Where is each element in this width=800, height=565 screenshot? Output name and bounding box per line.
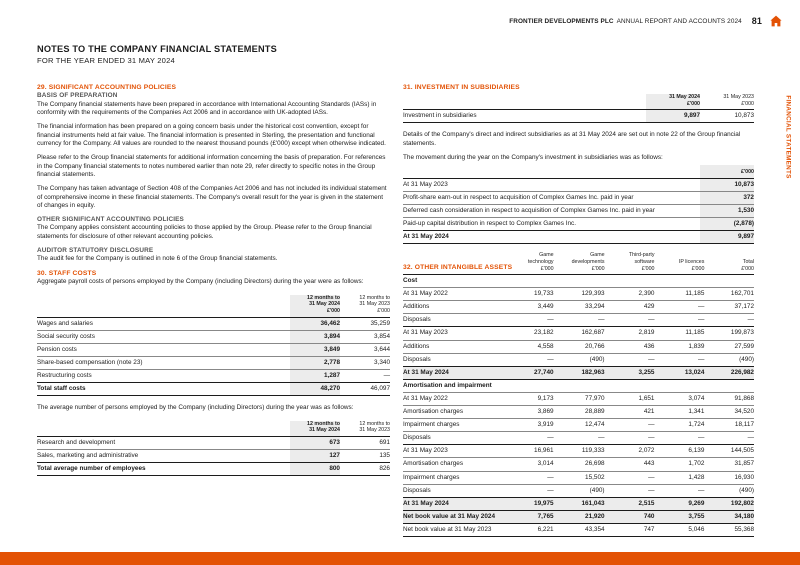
paragraph: The Company financial statements have been prepared in accordance with International Accounting Standards (IASs) in conformity with the requirements of the Companies Act 2006 and in accordance with UK-adopted IASs. (37, 100, 377, 117)
page-subtitle: FOR THE YEAR ENDED 31 MAY 2024 (37, 56, 175, 65)
paragraph: The average number of persons employed by the Company (including Directors) during the year was as follows: (37, 404, 354, 412)
net-book-value-row: Net book value at 31 May 2024 7,765 21,920 740 3,755 34,180 (403, 510, 754, 523)
report-name: ANNUAL REPORT AND ACCOUNTS 2024 (616, 17, 742, 25)
table-row: Disposals — (490) — — (490) (403, 486, 754, 494)
table-row: Paid-up capital distribution in respect to Complex Games Inc. (2,878) (403, 218, 754, 231)
basis-heading: BASIS OF PREPARATION (37, 92, 118, 99)
section-tab-label: FINANCIAL STATEMENTS (784, 95, 792, 179)
paragraph: Aggregate payroll costs of persons employed by the Company (including Directors) during the year were as follows: (37, 278, 364, 286)
paragraph: The financial information has been prepared on a going concern basis under the historical cost convention, except for financial instruments held at fair value. The financial information is presented in Sterling, the presentation and functional currency for the Company. All values are rounded to the nearest thousand pounds (£'000) except when otherwise indicated. (37, 122, 386, 148)
table-row: Wages and salaries 36,462 35,259 (37, 317, 390, 330)
investment-table: 31 May 2024 £'000 31 May 2023 £'000 Investment in subsidiaries 9,897 10,873 (403, 94, 754, 123)
home-icon[interactable] (770, 15, 782, 27)
note-32-heading: 32. OTHER INTANGIBLE ASSETS (403, 264, 513, 272)
paragraph: The movement during the year on the Company's investment in subsidiaries was as follows: (403, 153, 663, 161)
table-row: At 31 May 2022 9,173 77,970 1,651 3,074 91,868 (403, 392, 754, 405)
table-row: At 31 May 2023 16,961 119,333 2,072 6,139 144,505 (403, 445, 754, 458)
table-row: Investment in subsidiaries 9,897 10,873 (403, 110, 754, 123)
note-29-heading: 29. SIGNIFICANT ACCOUNTING POLICIES (37, 84, 177, 91)
table-row: Impairment charges 3,919 12,474 — 1,724 18,117 (403, 419, 754, 432)
staff-costs-table: 12 months to 31 May 2024 £'000 12 months to 31 May 2023 £'000 Wages and salaries 36,462 35,259 Social security costs 3,894 3,854 Pension costs 3,849 3,644 Share-based compensation (note 23) 2,778 3,340 Restructuring costs 1,287 — Total staff costs 48,270 46,097 (37, 295, 390, 396)
paragraph: Details of the Company's direct and indirect subsidiaries as at 31 May 2024 are set out in note 22 of the Group financial statements. (403, 131, 741, 147)
average-employees-table: 12 months to 31 May 2024 12 months to 31 May 2023 Research and development 673 691 Sales, marketing and administrative 127 135 Total average number of employees 800 826 (37, 421, 390, 476)
total-row: At 31 May 2024 19,975 161,043 2,515 9,269 192,802 (403, 497, 754, 510)
intangibles-table: 32. OTHER INTANGIBLE ASSETS Game technology £'000 Game developments £'000 Third-party software £'000 IP licences £'000 Total £'000 Cost At 31 May 2022 19,733 129,393 2,390 11,185 162,701 Additions 3,449 33,294 429 — 37,172 Disposals — — — — — At 31 May 2023 23,182 162,687 2,819 11,185 199,873 Additions 4,558 20,766 436 1,839 27,599 Disposals — (490) — — (490) At 31 May 2024 27,740 182,963 3,255 13,024 226,982 Amortisation and impairment At 31 May 2022 9,173 77,970 1,651 3,074 91,868 Amortisation charges 3,869 28,889 421 1,341 34,520 Impairment charges 3,919 12,474 — 1,724 18,117 Disposals — — — — — At 31 May 2023 16,961 119,333 2,072 6,139 144,505 Amortisation charges 3,014 26,698 443 1,702 31,857 Impairment charges — 15,502 — 1,428 16,930 Disposals — (490) — — (490) At 31 May 2024 19,975 161,043 2,515 9,269 192,802 Net book value at 31 May 2024 7,765 21,920 740 3,755 34,180 Net book value at 31 May 2023 6,221 43,354 747 5,046 55,368 (403, 252, 754, 537)
table-row: Restructuring costs 1,287 — (37, 369, 390, 382)
page-header (509, 12, 782, 30)
table-row: Disposals — (490) — — (490) (403, 355, 754, 363)
table-row: Impairment charges — 15,502 — 1,428 16,930 (403, 471, 754, 484)
right-column (403, 83, 754, 537)
total-row: At 31 May 2024 27,740 182,963 3,255 13,024 226,982 (403, 366, 754, 379)
table-row: Amortisation charges 3,014 26,698 443 1,702 31,857 (403, 458, 754, 471)
footer-bar (0, 552, 800, 565)
note-30-heading: 30. STAFF COSTS (37, 270, 97, 278)
movement-table: £'000 At 31 May 2023 10,873 Profit-share earn-out in respect to acquisition of Complex Games Inc. paid in year 372 Deferred cash consideration in respect to acquisition of Complex Games Inc. paid in year 1,530 Paid-up capital distribution in respect to Complex Games Inc. (2,878) At 31 May 2024 9,897 (403, 165, 754, 244)
table-row: Deferred cash consideration in respect to acquisition of Complex Games Inc. paid in year 1,530 (403, 205, 754, 218)
table-row: At 31 May 2023 23,182 162,687 2,819 11,185 199,873 (403, 327, 754, 340)
total-row: Total staff costs 48,270 46,097 (37, 383, 390, 396)
table-row: Sales, marketing and administrative 127 135 (37, 450, 390, 463)
table-row: At 31 May 2022 19,733 129,393 2,390 11,185 162,701 (403, 288, 754, 301)
total-row: At 31 May 2024 9,897 (403, 231, 754, 244)
table-row: Amortisation charges 3,869 28,889 421 1,341 34,520 (403, 406, 754, 419)
page-title: NOTES TO THE COMPANY FINANCIAL STATEMENTS (37, 44, 277, 54)
other-policies-heading: OTHER SIGNIFICANT ACCOUNTING POLICIES (37, 215, 184, 223)
page-number: 81 (751, 16, 762, 26)
section-tab[interactable] (782, 82, 794, 192)
paragraph: Please refer to the Group financial statements for additional information concerning the basis of preparation. For references in the Company financial statements to notes numbered earlier than note 29, refer directly to specific notes in the Group financial statements. (37, 153, 386, 179)
table-row: Pension costs 3,849 3,644 (37, 343, 390, 356)
section-row: Cost (403, 275, 754, 288)
total-row: Total average number of employees 800 826 (37, 463, 390, 476)
table-row: Social security costs 3,894 3,854 (37, 330, 390, 343)
section-row: Amortisation and impairment (403, 379, 754, 392)
company-name: FRONTIER DEVELOPMENTS PLC (509, 17, 614, 25)
table-row: Additions 4,558 20,766 436 1,839 27,599 (403, 340, 754, 353)
table-row: Share-based compensation (note 23) 2,778 3,340 (37, 356, 390, 369)
table-row: Profit-share earn-out in respect to acquisition of Complex Games Inc. paid in year 372 (403, 191, 754, 204)
table-row: At 31 May 2023 10,873 (403, 178, 754, 191)
table-row: Research and development 673 691 (37, 436, 390, 449)
paragraph: The Company has taken advantage of Section 408 of the Companies Act 2006 and has not included its individual statement of comprehensive income in these financial statements. The Company's overall result for the year is given in the statement of changes in equity. (37, 184, 387, 210)
table-row: Additions 3,449 33,294 429 — 37,172 (403, 301, 754, 314)
net-book-value-row: Net book value at 31 May 2023 6,221 43,354 747 5,046 55,368 (403, 523, 754, 536)
table-row: Disposals — — — — — (403, 432, 754, 445)
left-column (37, 83, 390, 476)
paragraph: The audit fee for the Company is outlined in note 6 of the Group financial statements. (37, 255, 278, 263)
auditor-heading: AUDITOR STATUTORY DISCLOSURE (37, 246, 154, 254)
paragraph: The Company applies consistent accounting policies to those applied by the Group. Please refer to the Group financial statements for disclosure of other relevant accounting policies. (37, 224, 372, 241)
table-row: Disposals — — — — — (403, 314, 754, 327)
note-31-heading: 31. INVESTMENT IN SUBSIDIARIES (403, 84, 520, 91)
